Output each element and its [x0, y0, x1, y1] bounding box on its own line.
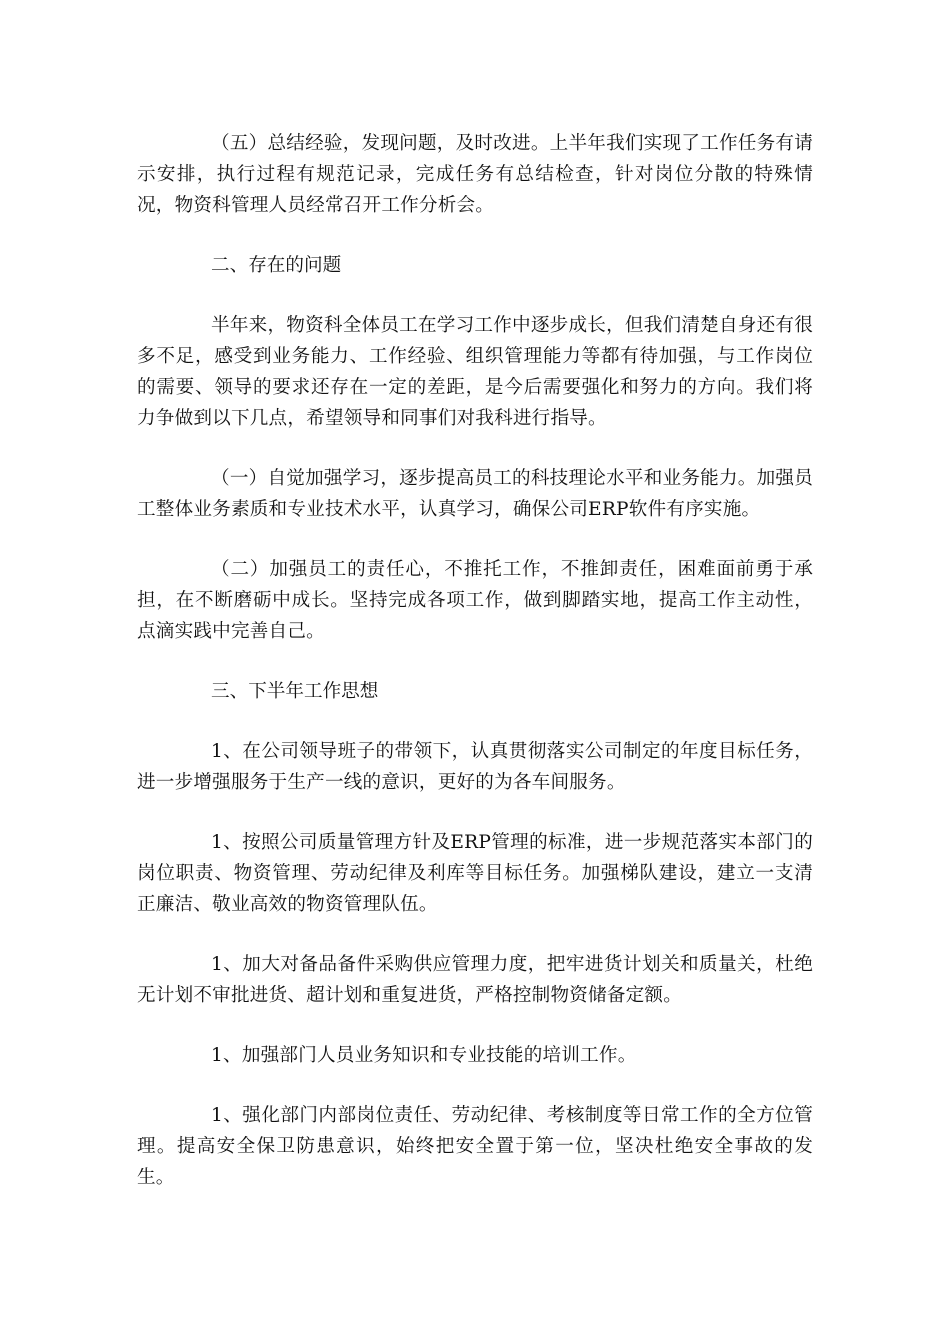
paragraph-plan-item-4: 1、加强部门人员业务知识和专业技能的培训工作。	[211, 1045, 637, 1066]
paragraph-plan-item-2: 1、按照公司质量管理方针及ERP管理的标准，进一步规范落实本部门的岗位职责、物资管理、劳动纪律及利库等目标任务。加强梯队建设，建立一支清正廉洁、敬业高效的物资管理队伍。	[137, 832, 813, 915]
paragraph-plan-item-5: 1、强化部门内部岗位责任、劳动纪律、考核制度等日常工作的全方位管理。提高安全保卫防患意识，始终把安全置于第一位，坚决杜绝安全事故的发生。	[137, 1105, 813, 1188]
paragraph-half-year-review: 半年来，物资科全体员工在学习工作中逐步成长，但我们清楚自身还有很多不足，感受到业务能力、工作经验、组织管理能力等都有待加强，与工作岗位的需要、领导的要求还存在一定的差距，是今后需要强化和努力的方向。我们将力争做到以下几点，希望领导和同事们对我科进行指导。	[137, 315, 813, 429]
paragraph-plan-item-1: 1、在公司领导班子的带领下，认真贯彻落实公司制定的年度目标任务，进一步增强服务于生产一线的意识，更好的为各车间服务。	[137, 741, 813, 793]
paragraph-strengthen-learning: （一）自觉加强学习，逐步提高员工的科技理论水平和业务能力。加强员工整体业务素质和专业技术水平，认真学习，确保公司ERP软件有序实施。	[137, 468, 813, 520]
document-page	[137, 128, 813, 1222]
section-heading-existing-problems: 二、存在的问题	[211, 255, 342, 276]
paragraph-plan-item-3: 1、加大对备品备件采购供应管理力度，把牢进货计划关和质量关，杜绝无计划不审批进货、超计划和重复进货，严格控制物资储备定额。	[137, 954, 813, 1006]
paragraph-responsibility: （二）加强员工的责任心，不推托工作，不推卸责任，困难面前勇于承担，在不断磨砺中成长。坚持完成各项工作，做到脚踏实地，提高工作主动性，点滴实践中完善自己。	[137, 559, 813, 642]
section-heading-second-half-plan: 三、下半年工作思想	[211, 681, 379, 702]
paragraph-summary-experience: （五）总结经验，发现问题，及时改进。上半年我们实现了工作任务有请示安排，执行过程有规范记录，完成任务有总结检查，针对岗位分散的特殊情况，物资科管理人员经常召开工作分析会。	[137, 133, 813, 216]
